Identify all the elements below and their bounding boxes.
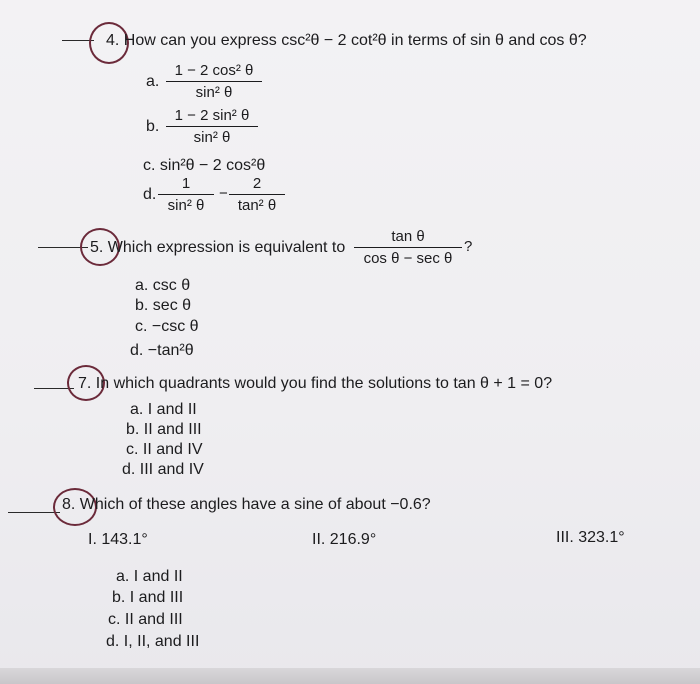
q5-expression-numerator: tan θ — [391, 228, 425, 245]
q5-expression-denominator: cos θ − sec θ — [354, 247, 462, 267]
q4-option-a-denominator: sin² θ — [166, 81, 262, 101]
q7-option-c: c. II and IV — [126, 441, 203, 458]
q5-question-mark: ? — [464, 238, 473, 255]
q4-option-c: c. sin²θ − 2 cos²θ — [143, 157, 266, 174]
q7-option-d: d. III and IV — [122, 461, 204, 478]
q8-answer-blank — [8, 512, 60, 513]
q4-option-d-numerator-1: 1 — [181, 175, 191, 192]
q4-option-d-denominator-2: tan² θ — [229, 194, 285, 214]
q4-option-b-numerator: 1 − 2 sin² θ — [174, 107, 250, 124]
q8-option-a: a. I and II — [116, 568, 183, 585]
q8-angle-1: I. 143.1° — [88, 531, 148, 548]
q4-option-a-numerator: 1 − 2 cos² θ — [174, 62, 254, 79]
q8-stem: 8. Which of these angles have a sine of about −0.6? — [62, 496, 431, 513]
q4-option-b-denominator: sin² θ — [166, 126, 258, 146]
q4-option-a-label: a. — [146, 73, 160, 90]
q5-option-a: a. csc θ — [135, 277, 191, 294]
q7-option-a: a. I and II — [130, 401, 197, 418]
q8-angle-2: II. 216.9° — [312, 531, 377, 548]
q4-option-d-fraction-2 — [229, 175, 285, 214]
q8-option-b: b. I and III — [112, 589, 184, 606]
q5-stem: 5. Which expression is equivalent to — [90, 239, 346, 256]
q7-stem: 7. In which quadrants would you find the solutions to tan θ + 1 = 0? — [78, 375, 553, 392]
q4-option-d-denominator-1: sin² θ — [158, 194, 214, 214]
q5-option-c: c. −csc θ — [135, 318, 199, 335]
q5-option-b: b. sec θ — [135, 297, 192, 314]
q8-option-c: c. II and III — [108, 611, 183, 628]
q4-option-a-fraction — [166, 62, 262, 101]
q4-option-d-label: d. — [143, 186, 157, 203]
q4-option-d-minus: − — [219, 185, 228, 202]
q8-option-d: d. I, II, and III — [106, 633, 200, 650]
q4-option-d-fraction-1 — [158, 175, 214, 214]
desk-edge — [0, 668, 700, 684]
q8-angle-3: III. 323.1° — [556, 529, 625, 546]
q4-stem: 4. How can you express csc²θ − 2 cot²θ in terms of sin θ and cos θ? — [106, 32, 587, 49]
q4-option-d-numerator-2: 2 — [252, 175, 262, 192]
q4-option-b-label: b. — [146, 118, 160, 135]
q7-option-b: b. II and III — [126, 421, 202, 438]
q4-option-b-fraction — [166, 107, 258, 146]
q5-option-d: d. −tan²θ — [130, 342, 194, 359]
q5-expression-fraction — [354, 228, 462, 267]
